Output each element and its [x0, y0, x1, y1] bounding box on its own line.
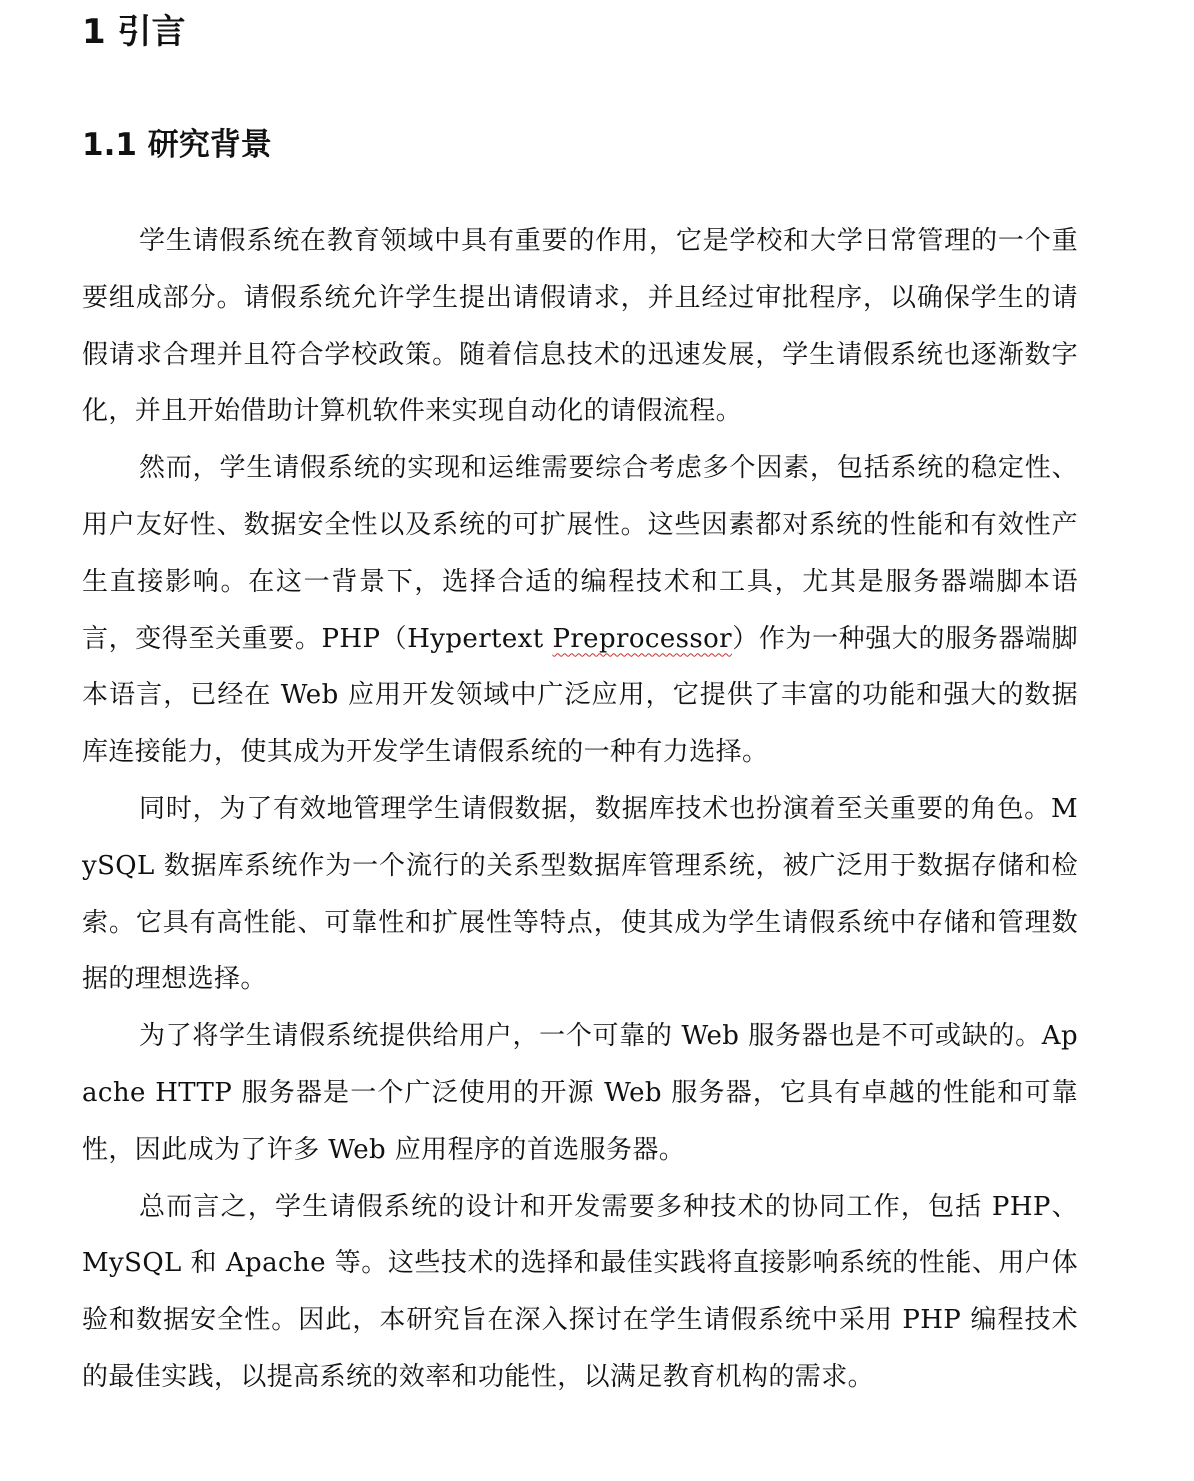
paragraph-1: 学生请假系统在教育领域中具有重要的作用，它是学校和大学日常管理的一个重要组成部分。请假系统允许学生提出请假请求，并且经过审批程序，以确保学生的请假请求合理并且符合学校政策。随着信息技术的迅速发展，学生请假系统也逐渐数字化，并且开始借助计算机软件来实现自动化的请假流程。 [82, 226, 1078, 427]
section-heading: 1.1 研究背景 [82, 127, 272, 163]
paragraph-4: 为了将学生请假系统提供给用户，一个可靠的 Web 服务器也是不可或缺的。Apache HTTP 服务器是一个广泛使用的开源 Web 服务器，它具有卓越的性能和可靠性，因此成为了许多 Web 应用程序的首选服务器。 [82, 1021, 1078, 1165]
paragraph-5: 总而言之，学生请假系统的设计和开发需要多种技术的协同工作，包括 PHP、MySQL 和 Apache 等。这些技术的选择和最佳实践将直接影响系统的性能、用户体验和数据安全性。因此，本研究旨在深入探讨在学生请假系统中采用 PHP 编程技术的最佳实践，以提高系统的效率和功能性，以满足教育机构的需求。 [82, 1191, 1078, 1392]
paragraph-2-part-2: ）作为一种强大的服务器端脚本语言，已经在 Web 应用开发领域中广泛应用，它提供了丰富的功能和强大的数据库连接能力，使其成为开发学生请假系统的一种有力选择。 [82, 623, 1078, 768]
paragraph-3: 同时，为了有效地管理学生请假数据，数据库技术也扮演着至关重要的角色。MySQL 数据库系统作为一个流行的关系型数据库管理系统，被广泛用于数据存储和检索。它具有高性能、可靠性和扩展性等特点，使其成为学生请假系统中存储和管理数据的理想选择。 [82, 793, 1078, 995]
spellcheck-flagged-word[interactable]: Preprocessor [552, 623, 733, 654]
paragraph-2-part-1: 然而，学生请假系统的实现和运维需要综合考虑多个因素，包括系统的稳定性、用户友好性、数据安全性以及系统的可扩展性。这些因素都对系统的性能和有效性产生直接影响。在这一背景下，选择合适的编程技术和工具，尤其是服务器端脚本语言，变得至关重要。PHP（Hypertext [82, 453, 1078, 654]
section-body [82, 213, 1078, 1406]
chapter-heading: 1 引言 [82, 12, 186, 52]
paragraph-2 [82, 440, 1078, 781]
